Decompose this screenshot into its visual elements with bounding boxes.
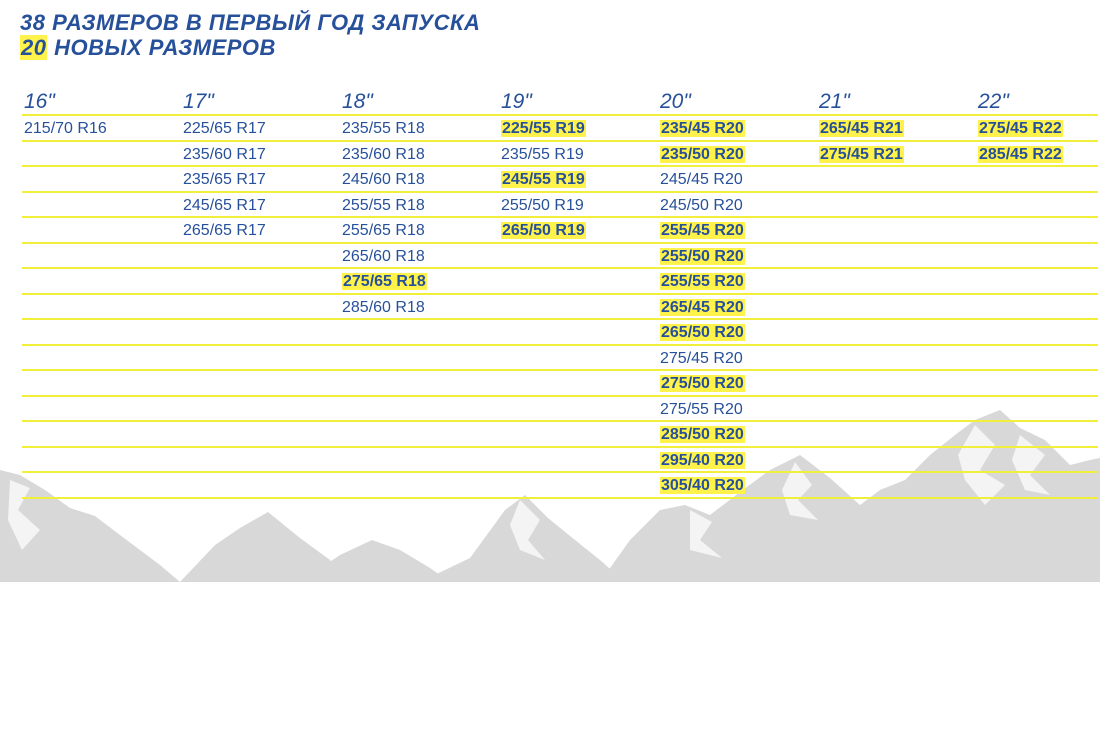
row-divider [22,267,1098,269]
tire-size: 275/55 R20 [660,400,743,418]
rim-size-header: 22" [978,90,1009,113]
new-tire-size: 275/65 R18 [343,273,426,290]
tire-size-table [22,85,1098,505]
tire-size: 235/65 R17 [183,171,266,188]
tire-size: 255/55 R18 [342,196,425,214]
new-tire-size: 245/55 R19 [502,171,585,188]
tire-size: 235/55 R18 [342,120,425,137]
rim-size-header: 16" [24,90,55,113]
new-count-highlight: 20 [21,35,47,60]
new-tire-size: 275/50 R20 [661,375,744,392]
new-tire-size: 265/45 R20 [661,298,744,316]
tire-size: 245/65 R17 [183,196,266,214]
row-divider [22,446,1098,448]
new-tire-size: 235/50 R20 [661,145,744,163]
tire-size: 285/60 R18 [342,298,425,316]
new-tire-size: 265/45 R21 [820,120,903,137]
row-divider [22,344,1098,346]
new-tire-size: 265/50 R19 [502,222,585,239]
rim-size-header: 21" [819,90,850,113]
row-divider [22,395,1098,397]
tire-size: 235/55 R19 [501,145,584,163]
rim-size-header: 18" [342,90,373,113]
row-divider [22,369,1098,371]
new-tire-size: 275/45 R22 [979,120,1062,137]
new-tire-size: 265/50 R20 [661,324,744,341]
tire-size: 245/45 R20 [660,171,743,188]
tire-size: 265/65 R17 [183,222,266,239]
tire-size: 235/60 R18 [342,145,425,163]
new-tire-size: 225/55 R19 [502,120,585,137]
row-divider [22,471,1098,473]
page-title [20,10,480,60]
tire-size: 225/65 R17 [183,120,266,137]
tire-size: 265/60 R18 [342,247,425,265]
rim-size-header: 20" [660,90,691,113]
rim-size-header: 19" [501,90,532,113]
rim-size-header: 17" [183,90,214,113]
new-tire-size: 235/45 R20 [661,120,744,137]
title-line-total: 38 РАЗМЕРОВ В ПЕРВЫЙ ГОД ЗАПУСКА [20,10,481,35]
tire-size: 235/60 R17 [183,145,266,163]
row-divider [22,293,1098,295]
new-tire-size: 285/45 R22 [979,145,1062,163]
title-line-new [20,35,480,60]
tire-size: 275/45 R20 [660,349,743,367]
new-tire-size: 255/45 R20 [661,222,744,239]
tire-size: 255/65 R18 [342,222,425,239]
tire-size: 245/60 R18 [342,171,425,188]
new-tire-size: 255/50 R20 [661,247,744,265]
row-divider [22,497,1098,499]
row-divider [22,318,1098,320]
new-tire-size: 305/40 R20 [661,477,744,494]
tire-size: 255/50 R19 [501,196,584,214]
new-tire-size: 285/50 R20 [661,426,744,443]
new-sizes-label: НОВЫХ РАЗМЕРОВ [47,35,276,60]
new-tire-size: 295/40 R20 [661,451,744,469]
tire-size: 245/50 R20 [660,196,743,214]
new-tire-size: 275/45 R21 [820,145,903,163]
tire-size: 215/70 R16 [24,120,107,137]
row-divider [22,420,1098,422]
new-tire-size: 255/55 R20 [661,273,744,290]
